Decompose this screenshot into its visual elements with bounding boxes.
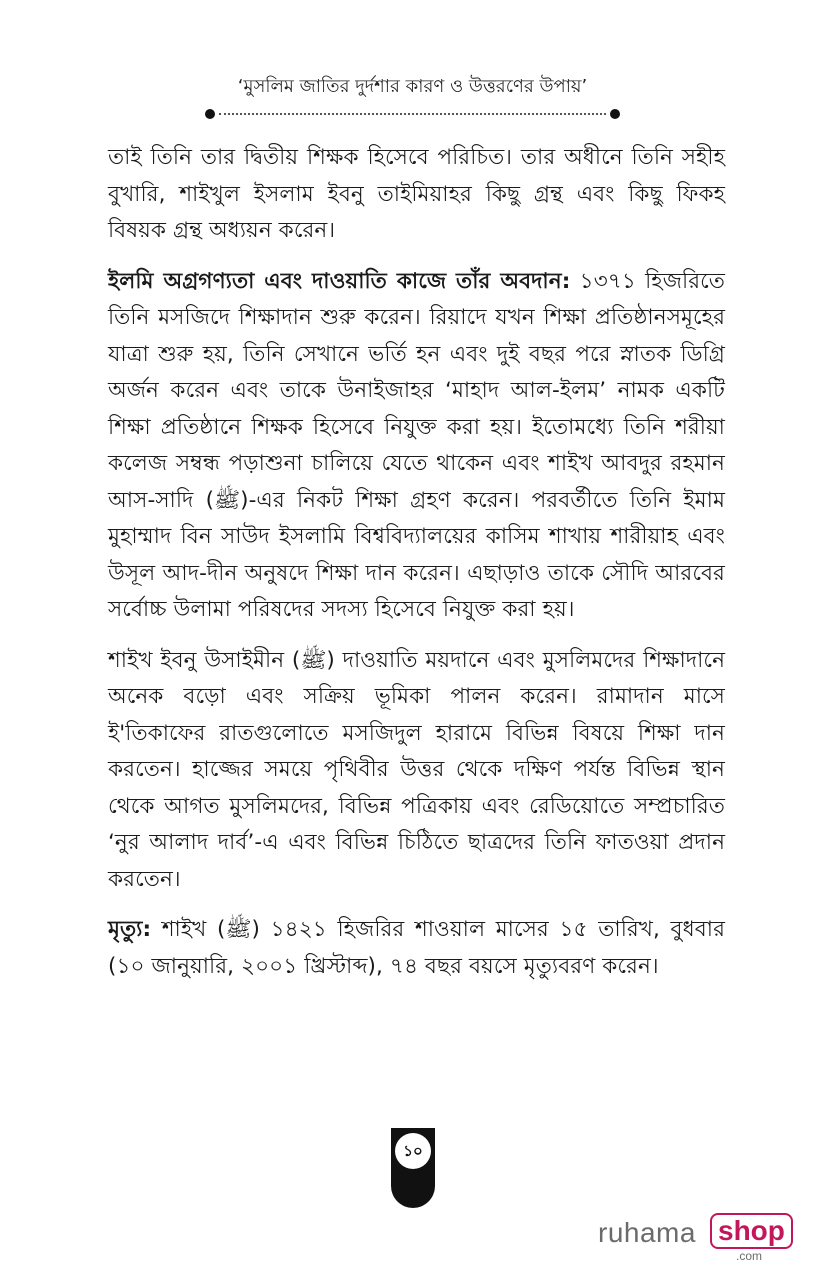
divider-dot-right [610,109,620,119]
ruhamashop-logo [598,1213,788,1263]
divider-dotted-line [219,113,606,115]
header-divider [205,108,620,120]
paragraph-heading: ইলমি অগ্রগণ্যতা এবং দাওয়াতি কাজে তাঁর অবদান: [108,268,571,294]
page-body [108,140,725,999]
paragraph-contribution [108,264,725,629]
paragraph-teacher [108,140,725,250]
divider-dot-left [205,109,215,119]
paragraph-text: শাইখ ইবনু উসাইমীন (ﷺ) দাওয়াতি ময়দানে এবং মুসলিমদের শিক্ষাদানে অনেক বড়ো এবং সক্রিয় ভূমিকা পালন করেন। রামাদান মাসে ই'তিকাফের রাতগুলোতে মসজিদুল হারামে বিভিন্ন বিষয়ে শিক্ষা দান করতেন। হাজ্জের সময়ে পৃথিবীর উত্তর থেকে দক্ষিণ পর্যন্ত বিভিন্ন স্থান থেকে আগত মুসলিমদের, বিভিন্ন পত্রিকায় এবং রেডিয়োতে সম্প্রচারিত ‘নুর আলাদ দার্ব’-এ এবং বিভিন্ন চিঠিতে ছাত্রদের তিনি ফাতওয়া প্রদান করতেন। [108,647,726,892]
paragraph-text: তাই তিনি তার দ্বিতীয় শিক্ষক হিসেবে পরিচিত। তার অধীনে তিনি সহীহ বুখারি, শাইখুল ইসলাম ইবনু তাইমিয়াহর কিছু গ্রন্থ এবং কিছু ফিকহ বিষয়ক গ্রন্থ অধ্যয়ন করেন। [108,145,725,243]
paragraph-death [108,912,725,985]
paragraph-heading: মৃত্যু: [108,917,152,942]
running-header: ‘মুসলিম জাতির দুর্দশার কারণ ও উত্তরণের উপায়’ [237,76,588,97]
logo-text-com: .com [736,1249,763,1263]
paragraph-text: শাইখ (ﷺ) ১৪২১ হিজরির শাওয়াল মাসের ১৫ তারিখ, বুধবার (১০ জানুয়ারি, ২০০১ খ্রিস্টাব্দ), ৭৪ বছর বয়সে মৃত্যুবরণ করেন। [108,917,725,979]
logo-text-shop: shop [710,1213,793,1249]
logo-text-ruhama: ruhama [598,1217,696,1248]
paragraph-text: ১৩৭১ হিজরিতে তিনি মসজিদে শিক্ষাদান শুরু করেন। রিয়াদে যখন শিক্ষা প্রতিষ্ঠানসমূহের যাত্রা শুরু হয়, তিনি সেখানে ভর্তি হন এবং দুই বছর পরে স্নাতক ডিগ্রি অর্জন করেন এবং তাকে উনাইজাহর ‘মাহাদ আল-ইলম’ নামক একটি শিক্ষা প্রতিষ্ঠানে শিক্ষক হিসেবে নিযুক্ত করা হয়। ইতোমধ্যে তিনি শরীয়া কলেজ সম্বন্ধ পড়াশুনা চালিয়ে যেতে থাকেন এবং শাইখ আবদুর রহমান আস-সাদি (ﷺ)-এর নিকট শিক্ষা গ্রহণ করেন। পরবর্তীতে তিনি ইমাম মুহাম্মাদ বিন সাউদ ইসলামি বিশ্ববিদ্যালয়ের কাসিম শাখায় শারীয়াহ এবং উসূল আদ-দীন অনুষদে শিক্ষা দান করেন। এছাড়াও তাকে সৌদি আরবের সর্বোচ্চ উলামা পরিষদের সদস্য হিসেবে নিযুক্ত করা হয়। [108,268,725,622]
paragraph-dawah [108,643,725,899]
page-number: ১০ [395,1133,431,1169]
